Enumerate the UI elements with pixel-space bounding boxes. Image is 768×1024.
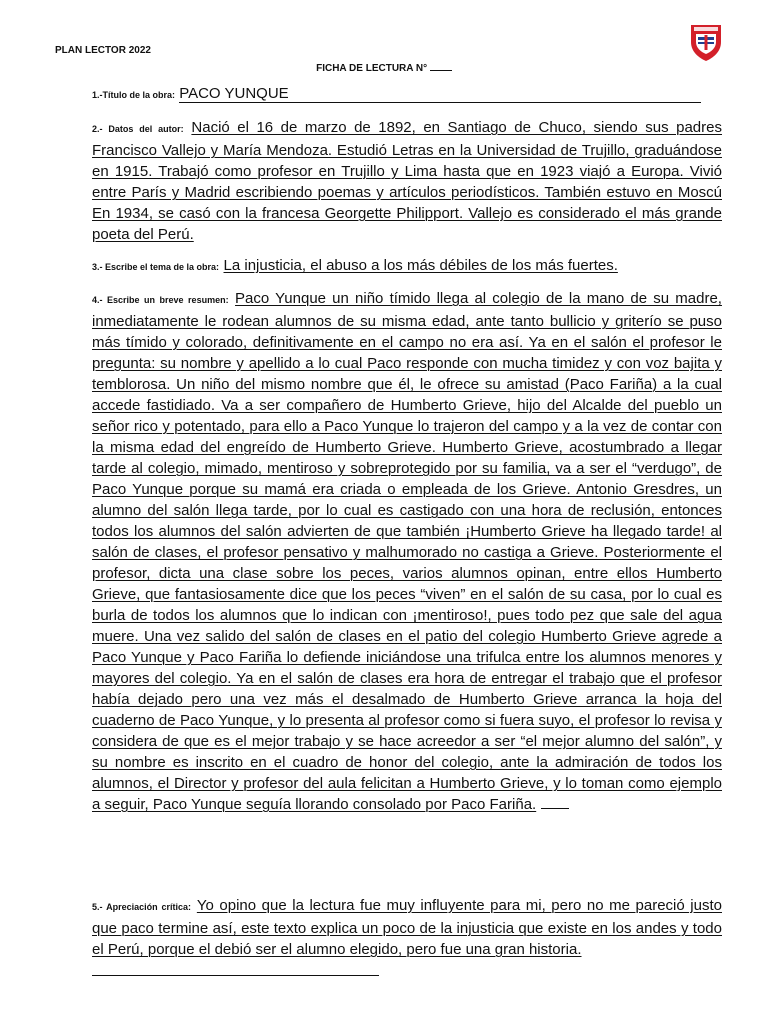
apreciacion-section	[92, 895, 722, 960]
closing-blank-line	[92, 975, 379, 976]
school-crest-icon	[688, 22, 724, 62]
titulo-row	[92, 85, 722, 103]
plan-lector-heading: PLAN LECTOR 2022	[55, 45, 151, 56]
resumen-end-line	[541, 796, 569, 809]
ficha-title: FICHA DE LECTURA N°	[0, 60, 768, 74]
tema-text: La injusticia, el abuso a los más débiles de los más fuertes.	[223, 257, 618, 274]
titulo-label: 1.-Título de la obra:	[92, 90, 176, 100]
resumen-label: 4.- Escribe un breve resumen:	[92, 295, 229, 305]
ficha-number-blank	[430, 60, 452, 71]
titulo-value: PACO YUNQUE	[179, 85, 701, 103]
autor-section	[92, 117, 722, 245]
resumen-section	[92, 288, 722, 815]
apreciacion-text: Yo opino que la lectura fue muy influyente para mi, pero no me pareció justo que paco termine así, este texto explica un poco de la injusticia que existe en los andes y todo el Perú, porque el debió ser el alumno elegido, pero fue una gran historia.	[92, 897, 722, 958]
autor-text: Nació el 16 de marzo de 1892, en Santiago de Chuco, siendo sus padres Francisco Vallejo y María Mendoza. Estudió Letras en la Universidad de Trujillo, graduándose en 1915. Trabajó como profesor en Trujillo y Lima hasta que en 1923 viajó a Europa. Vivió entre París y Madrid escribiendo poemas y artículos periodísticos. También estuvo en Moscú En 1934, se casó con la francesa Georgette Philipport. Vallejo es considerado el más grande poeta del Perú.	[92, 119, 722, 243]
tema-label: 3.- Escribe el tema de la obra:	[92, 262, 220, 272]
resumen-text: Paco Yunque un niño tímido llega al colegio de la mano de su madre, inmediatamente le rodean alumnos de su misma edad, ante tanto bullicio y griterío se puso más tímido y colorado, definitivamente en el campo no era así. Ya en el salón el profesor le pregunta: su nombre y apellido a lo cual Paco responde con mucha timidez y con voz bajita y temblorosa. Un niño del mismo nombre que él, le ofrece su amistad (Paco Fariña) a la cual accede fastidiado. Va a ser compañero de Humberto Grieve, hijo del Alcalde del pueblo un señor rico y potentado, para ello a Paco Yunque lo trajeron del campo y a la vez de contar con la misma edad del engreído de Humberto Grieve. Humberto Grieve, acostumbrado a llegar tarde al colegio, mimado, mentiroso y sobreprotegido por su familia, va a ser el “verdugo”, de Paco Yunque porque su mamá era criada o empleada de los Grieve. Antonio Gresdres, un alumno del salón llega tarde, por lo cual es castigado con una hora de reclusión, entonces todos los alumnos del salón advierten de que también ¡Humberto Grieve ha llegado tarde! al salón de clases, el profesor pensativo y malhumorado no castiga a Grieve. Posteriormente el profesor, dicta una clase sobre los peces, varios alumnos opinan, entre ellos Humberto Grieve, que fantasiosamente dice que los peces “viven” en el salón de su casa, por lo cual es burla de todos los alumnos que lo indican con ¡mentiroso!, pues todo pez que sale del agua muere. Una vez salido del salón de clases en el patio del colegio Humberto Grieve agrede a Paco Yunque y Paco Fariña lo defiende iniciándose una trifulca entre los alumnos menores y mayores del colegio. Ya en el salón de clases era hora de entregar el trabajo que el profesor había dejado pero una vez más el desalmado de Humberto Grieve arranca la hoja del cuaderno de Paco Yunque, y lo presenta al profesor como si fuera suyo, el profesor lo revisa y considera de que es el mejor trabajo y se hace acreedor a ser “el mejor alumno del salón”, y su nombre es inscrito en el cuadro de honor del colegio, ante la admiración de todos los alumnos, el Director y profesor del aula felicitan a Humberto Grieve, y lo toman como ejemplo a seguir, Paco Yunque seguía llorando consolado por Paco Fariña.	[92, 290, 722, 813]
tema-section	[92, 255, 722, 278]
apreciacion-label: 5.- Apreciación crítica:	[92, 902, 191, 912]
autor-label: 2.- Datos del autor:	[92, 124, 184, 134]
